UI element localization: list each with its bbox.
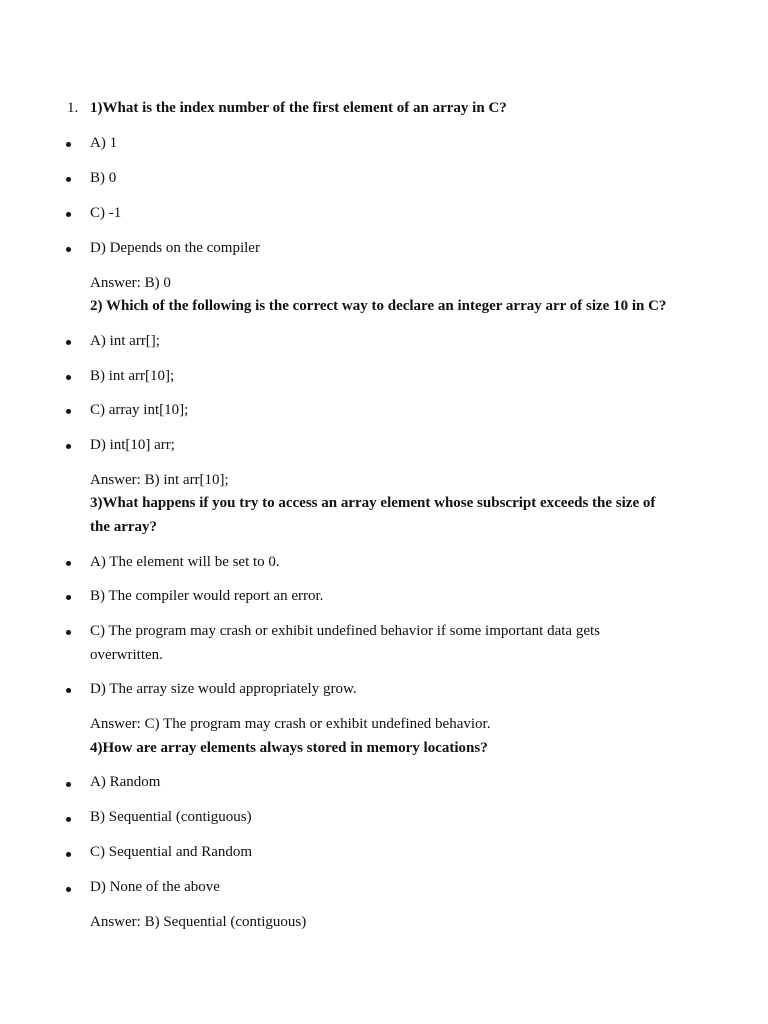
question-2-option-b: B) int arr[10]; <box>90 368 175 384</box>
question-1-option-a: A) 1 <box>90 135 118 151</box>
question-1-option-c: C) -1 <box>90 205 122 221</box>
list-number: 1. <box>67 100 79 116</box>
bullet-icon <box>66 247 71 252</box>
bullet-icon <box>66 852 71 857</box>
bullet-icon <box>66 177 71 182</box>
bullet-icon <box>66 561 71 566</box>
bullet-icon <box>66 817 71 822</box>
question-2-option-d: D) int[10] arr; <box>90 437 175 453</box>
bullet-icon <box>66 782 71 787</box>
bullet-icon <box>66 630 71 635</box>
bullet-icon <box>66 444 71 449</box>
question-2-option-c: C) array int[10]; <box>90 402 189 418</box>
question-2-answer: Answer: B) int arr[10]; <box>90 472 229 488</box>
question-3-answer: Answer: C) The program may crash or exhibit undefined behavior. <box>90 716 491 732</box>
bullet-icon <box>66 887 71 892</box>
bullet-icon <box>66 688 71 693</box>
question-3-option-c-continued: overwritten. <box>90 647 163 663</box>
question-4-option-d: D) None of the above <box>90 879 220 895</box>
bullet-icon <box>66 595 71 600</box>
question-4-option-c: C) Sequential and Random <box>90 844 253 860</box>
question-3-option-b: B) The compiler would report an error. <box>90 588 324 604</box>
bullet-icon <box>66 340 71 345</box>
question-4-option-a: A) Random <box>90 774 161 790</box>
question-4-text: 4)How are array elements always stored in memory locations? <box>90 740 488 756</box>
question-3-option-d: D) The array size would appropriately grow. <box>90 681 357 697</box>
bullet-icon <box>66 409 71 414</box>
question-2-text: 2) Which of the following is the correct way to declare an integer array arr of size 10 in C? <box>90 298 667 314</box>
bullet-icon <box>66 375 71 380</box>
question-3-text-line-2: the array? <box>90 519 158 535</box>
question-4-option-b: B) Sequential (contiguous) <box>90 809 252 825</box>
bullet-icon <box>66 142 71 147</box>
question-4-answer: Answer: B) Sequential (contiguous) <box>90 914 307 930</box>
question-1-option-d: D) Depends on the compiler <box>90 240 260 256</box>
bullet-icon <box>66 212 71 217</box>
question-3-option-a: A) The element will be set to 0. <box>90 554 280 570</box>
question-1-text: 1)What is the index number of the first element of an array in C? <box>90 100 507 116</box>
question-3-text-line-1: 3)What happens if you try to access an array element whose subscript exceeds the size of <box>90 495 656 511</box>
question-1-answer: Answer: B) 0 <box>90 275 171 291</box>
question-1-option-b: B) 0 <box>90 170 117 186</box>
question-2-option-a: A) int arr[]; <box>90 333 160 349</box>
question-3-option-c: C) The program may crash or exhibit undefined behavior if some important data gets <box>90 623 600 639</box>
